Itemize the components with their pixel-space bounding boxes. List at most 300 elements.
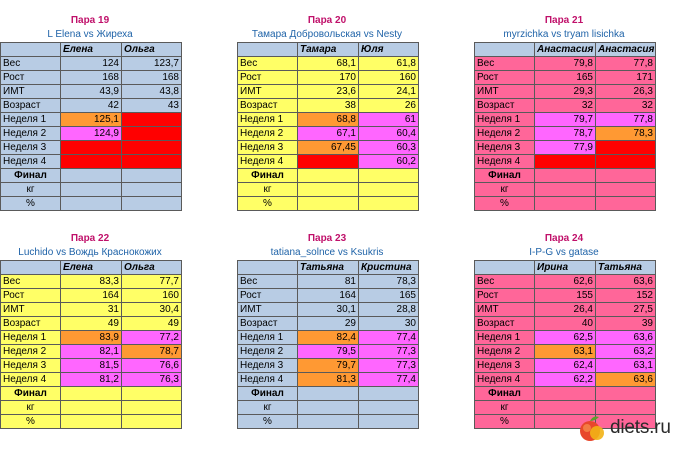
final-label: кг xyxy=(1,401,61,415)
value-cell xyxy=(61,141,122,155)
header-row xyxy=(1,261,182,275)
pair-table xyxy=(474,260,656,429)
value-cell: 77,9 xyxy=(535,141,596,155)
value-cell: 28,8 xyxy=(359,303,419,317)
row-label: Вес xyxy=(1,57,61,71)
row-label: Неделя 1 xyxy=(1,331,61,345)
final-label: Финал xyxy=(475,169,535,183)
row-label: Неделя 3 xyxy=(475,141,535,155)
pair-table xyxy=(237,260,419,429)
value-cell: 62,5 xyxy=(535,331,596,345)
participant-name: Тамара xyxy=(298,43,359,57)
table-row xyxy=(238,345,419,359)
final-value-cell xyxy=(122,387,182,401)
final-value-cell xyxy=(535,183,596,197)
header-blank-cell xyxy=(238,261,298,275)
value-cell: 63,6 xyxy=(596,331,656,345)
table-row xyxy=(238,155,419,169)
pair-table xyxy=(0,42,182,211)
final-label: % xyxy=(238,415,298,429)
final-value-cell xyxy=(535,401,596,415)
value-cell: 77,3 xyxy=(359,359,419,373)
value-cell xyxy=(122,141,182,155)
value-cell: 67,45 xyxy=(298,141,359,155)
watermark-text: diets.ru xyxy=(610,417,671,438)
header-blank-cell xyxy=(475,261,535,275)
value-cell: 49 xyxy=(122,317,182,331)
table-row xyxy=(1,289,182,303)
final-label: Финал xyxy=(475,387,535,401)
participant-name: Ольга xyxy=(122,261,182,275)
value-cell: 61 xyxy=(359,113,419,127)
value-cell: 30,1 xyxy=(298,303,359,317)
final-value-cell xyxy=(122,401,182,415)
row-label: Рост xyxy=(1,289,61,303)
header-blank-cell xyxy=(1,43,61,57)
row-label: Неделя 4 xyxy=(1,155,61,169)
final-row xyxy=(238,169,419,183)
final-value-cell xyxy=(596,387,656,401)
table-row xyxy=(1,85,182,99)
value-cell: 63,2 xyxy=(596,345,656,359)
final-value-cell xyxy=(359,169,419,183)
value-cell: 81,5 xyxy=(61,359,122,373)
row-label: ИМТ xyxy=(1,303,61,317)
row-label: ИМТ xyxy=(475,303,535,317)
participant-name: Татьяна xyxy=(596,261,656,275)
pair-participants: Luchido vs Вождь Краснокожих xyxy=(18,247,162,258)
pair-block xyxy=(237,14,417,211)
value-cell: 77,8 xyxy=(596,57,656,71)
row-label: Неделя 3 xyxy=(475,359,535,373)
table-row xyxy=(238,141,419,155)
value-cell: 170 xyxy=(298,71,359,85)
final-value-cell xyxy=(359,387,419,401)
value-cell: 165 xyxy=(535,71,596,85)
value-cell: 29,3 xyxy=(535,85,596,99)
value-cell: 26,4 xyxy=(535,303,596,317)
row-label: Вес xyxy=(238,275,298,289)
value-cell: 164 xyxy=(61,289,122,303)
table-row xyxy=(1,373,182,387)
table-row xyxy=(238,373,419,387)
value-cell: 77,4 xyxy=(359,373,419,387)
row-label: Неделя 2 xyxy=(1,127,61,141)
pair-block xyxy=(474,14,654,211)
final-row xyxy=(238,387,419,401)
final-row xyxy=(238,415,419,429)
header-row xyxy=(238,261,419,275)
value-cell: 30,4 xyxy=(122,303,182,317)
table-row xyxy=(475,85,656,99)
row-label: Неделя 1 xyxy=(238,331,298,345)
pair-title: Пара 19 xyxy=(70,15,110,26)
table-row xyxy=(238,317,419,331)
participant-name: Татьяна xyxy=(298,261,359,275)
table-row xyxy=(1,127,182,141)
row-label: Неделя 1 xyxy=(1,113,61,127)
value-cell: 77,4 xyxy=(359,331,419,345)
final-value-cell xyxy=(298,401,359,415)
table-row xyxy=(1,57,182,71)
value-cell: 38 xyxy=(298,99,359,113)
row-label: Рост xyxy=(238,289,298,303)
table-row xyxy=(475,57,656,71)
table-row xyxy=(1,275,182,289)
value-cell: 32 xyxy=(535,99,596,113)
row-label: Возраст xyxy=(238,317,298,331)
table-row xyxy=(1,141,182,155)
value-cell: 27,5 xyxy=(596,303,656,317)
table-row xyxy=(238,275,419,289)
final-value-cell xyxy=(61,401,122,415)
value-cell: 123,7 xyxy=(122,57,182,71)
final-value-cell xyxy=(298,183,359,197)
value-cell: 62,6 xyxy=(535,275,596,289)
final-value-cell xyxy=(61,387,122,401)
value-cell: 77,7 xyxy=(122,275,182,289)
pair-block xyxy=(237,232,417,429)
value-cell: 42 xyxy=(61,99,122,113)
value-cell: 79,8 xyxy=(535,57,596,71)
value-cell: 79,7 xyxy=(535,113,596,127)
final-row xyxy=(475,183,656,197)
final-row xyxy=(475,401,656,415)
table-row xyxy=(238,331,419,345)
value-cell: 168 xyxy=(122,71,182,85)
final-label: Финал xyxy=(238,169,298,183)
row-label: Неделя 2 xyxy=(475,127,535,141)
value-cell: 155 xyxy=(535,289,596,303)
value-cell: 68,1 xyxy=(298,57,359,71)
row-label: Возраст xyxy=(1,99,61,113)
row-label: Неделя 2 xyxy=(475,345,535,359)
participant-name: Ирина xyxy=(535,261,596,275)
value-cell xyxy=(535,155,596,169)
row-label: Рост xyxy=(475,71,535,85)
final-row xyxy=(238,197,419,211)
value-cell: 83,3 xyxy=(61,275,122,289)
row-label: Рост xyxy=(475,289,535,303)
final-value-cell xyxy=(596,197,656,211)
final-value-cell xyxy=(298,197,359,211)
final-row xyxy=(1,415,182,429)
table-row xyxy=(238,359,419,373)
value-cell: 43,8 xyxy=(122,85,182,99)
pair-title: Пара 23 xyxy=(307,233,347,244)
table-row xyxy=(475,303,656,317)
participant-name: Елена xyxy=(61,43,122,57)
final-label: % xyxy=(475,415,535,429)
pair-participants: L Elena vs Жиреха xyxy=(47,29,133,40)
final-value-cell xyxy=(122,183,182,197)
table-row xyxy=(475,289,656,303)
final-value-cell xyxy=(359,401,419,415)
value-cell: 152 xyxy=(596,289,656,303)
final-row xyxy=(1,197,182,211)
value-cell: 23,6 xyxy=(298,85,359,99)
value-cell: 164 xyxy=(298,289,359,303)
header-row xyxy=(475,261,656,275)
row-label: Неделя 4 xyxy=(1,373,61,387)
final-value-cell xyxy=(359,415,419,429)
value-cell: 63,6 xyxy=(596,373,656,387)
value-cell: 62,2 xyxy=(535,373,596,387)
final-label: % xyxy=(1,415,61,429)
row-label: Вес xyxy=(475,275,535,289)
table-row xyxy=(475,141,656,155)
value-cell xyxy=(596,155,656,169)
final-value-cell xyxy=(61,415,122,429)
header-blank-cell xyxy=(475,43,535,57)
value-cell: 160 xyxy=(359,71,419,85)
participant-name: Юля xyxy=(359,43,419,57)
value-cell xyxy=(122,155,182,169)
final-value-cell xyxy=(298,169,359,183)
final-value-cell xyxy=(61,183,122,197)
pair-title: Пара 21 xyxy=(544,15,584,26)
value-cell: 63,1 xyxy=(596,359,656,373)
value-cell: 83,9 xyxy=(61,331,122,345)
final-row xyxy=(475,169,656,183)
final-row xyxy=(475,387,656,401)
final-row xyxy=(475,197,656,211)
value-cell: 62,4 xyxy=(535,359,596,373)
pair-table xyxy=(474,42,656,211)
value-cell: 43,9 xyxy=(61,85,122,99)
value-cell: 40 xyxy=(535,317,596,331)
final-value-cell xyxy=(535,197,596,211)
table-row xyxy=(238,57,419,71)
table-row xyxy=(1,331,182,345)
value-cell: 26,3 xyxy=(596,85,656,99)
table-row xyxy=(1,113,182,127)
row-label: Возраст xyxy=(1,317,61,331)
value-cell: 68,8 xyxy=(298,113,359,127)
final-row xyxy=(1,401,182,415)
value-cell: 81 xyxy=(298,275,359,289)
value-cell: 79,7 xyxy=(298,359,359,373)
table-row xyxy=(475,113,656,127)
value-cell: 43 xyxy=(122,99,182,113)
row-label: Неделя 2 xyxy=(238,345,298,359)
row-label: Возраст xyxy=(475,99,535,113)
pair-participants: Тамара Добровольская vs Nesty xyxy=(251,29,403,40)
value-cell: 82,1 xyxy=(61,345,122,359)
table-row xyxy=(238,113,419,127)
value-cell: 67,1 xyxy=(298,127,359,141)
value-cell: 171 xyxy=(596,71,656,85)
row-label: Неделя 4 xyxy=(238,373,298,387)
participant-name: Ольга xyxy=(122,43,182,57)
value-cell: 76,6 xyxy=(122,359,182,373)
final-value-cell xyxy=(596,401,656,415)
value-cell: 79,5 xyxy=(298,345,359,359)
row-label: Возраст xyxy=(238,99,298,113)
final-label: кг xyxy=(475,183,535,197)
header-blank-cell xyxy=(238,43,298,57)
table-row xyxy=(475,317,656,331)
value-cell: 77,3 xyxy=(359,345,419,359)
row-label: Неделя 4 xyxy=(238,155,298,169)
row-label: Неделя 3 xyxy=(1,359,61,373)
table-row xyxy=(238,99,419,113)
table-row xyxy=(475,99,656,113)
pair-table xyxy=(0,260,182,429)
table-row xyxy=(1,317,182,331)
value-cell: 49 xyxy=(61,317,122,331)
final-value-cell xyxy=(596,183,656,197)
value-cell: 125,1 xyxy=(61,113,122,127)
final-label: кг xyxy=(475,401,535,415)
value-cell: 160 xyxy=(122,289,182,303)
final-row xyxy=(1,183,182,197)
header-row xyxy=(238,43,419,57)
row-label: ИМТ xyxy=(238,85,298,99)
value-cell: 60,4 xyxy=(359,127,419,141)
table-row xyxy=(475,345,656,359)
pair-block xyxy=(474,232,654,429)
row-label: Рост xyxy=(1,71,61,85)
value-cell: 63,6 xyxy=(596,275,656,289)
final-value-cell xyxy=(535,387,596,401)
row-label: Неделя 4 xyxy=(475,155,535,169)
row-label: Рост xyxy=(238,71,298,85)
final-label: % xyxy=(1,197,61,211)
value-cell: 82,4 xyxy=(298,331,359,345)
final-label: % xyxy=(475,197,535,211)
table-row xyxy=(238,71,419,85)
final-value-cell xyxy=(359,197,419,211)
final-label: Финал xyxy=(1,169,61,183)
header-row xyxy=(1,43,182,57)
value-cell: 39 xyxy=(596,317,656,331)
value-cell: 124 xyxy=(61,57,122,71)
table-row xyxy=(1,359,182,373)
row-label: Вес xyxy=(1,275,61,289)
pair-participants: I-P-G vs gatase xyxy=(529,247,599,258)
value-cell: 63,1 xyxy=(535,345,596,359)
value-cell: 76,3 xyxy=(122,373,182,387)
table-row xyxy=(238,85,419,99)
row-label: Неделя 2 xyxy=(1,345,61,359)
row-label: Неделя 1 xyxy=(475,113,535,127)
pair-block xyxy=(0,14,180,211)
pair-participants: myrzichka vs tryam lisichka xyxy=(503,29,625,40)
final-label: кг xyxy=(1,183,61,197)
value-cell: 124,9 xyxy=(61,127,122,141)
row-label: Неделя 2 xyxy=(238,127,298,141)
value-cell: 29 xyxy=(298,317,359,331)
table-row xyxy=(475,373,656,387)
row-label: Вес xyxy=(475,57,535,71)
final-row xyxy=(238,401,419,415)
final-value-cell xyxy=(122,169,182,183)
value-cell: 168 xyxy=(61,71,122,85)
participant-name: Елена xyxy=(61,261,122,275)
value-cell xyxy=(122,113,182,127)
table-row xyxy=(475,127,656,141)
final-value-cell xyxy=(61,169,122,183)
table-row xyxy=(475,359,656,373)
final-label: кг xyxy=(238,183,298,197)
row-label: Неделя 3 xyxy=(238,141,298,155)
table-row xyxy=(1,345,182,359)
value-cell xyxy=(298,155,359,169)
final-value-cell xyxy=(122,197,182,211)
row-label: Вес xyxy=(238,57,298,71)
table-row xyxy=(238,289,419,303)
final-value-cell xyxy=(596,169,656,183)
value-cell: 60,2 xyxy=(359,155,419,169)
final-row xyxy=(1,387,182,401)
pair-title: Пара 22 xyxy=(70,233,110,244)
table-row xyxy=(475,275,656,289)
value-cell: 81,2 xyxy=(61,373,122,387)
final-value-cell xyxy=(298,387,359,401)
table-row xyxy=(1,71,182,85)
value-cell: 78,3 xyxy=(359,275,419,289)
value-cell: 78,3 xyxy=(596,127,656,141)
value-cell xyxy=(122,127,182,141)
table-row xyxy=(238,127,419,141)
diets-watermark xyxy=(576,414,696,444)
final-value-cell xyxy=(535,169,596,183)
row-label: ИМТ xyxy=(1,85,61,99)
value-cell xyxy=(61,155,122,169)
row-label: Неделя 4 xyxy=(475,373,535,387)
row-label: Неделя 1 xyxy=(475,331,535,345)
value-cell xyxy=(596,141,656,155)
header-row xyxy=(475,43,656,57)
value-cell: 81,3 xyxy=(298,373,359,387)
value-cell: 24,1 xyxy=(359,85,419,99)
final-label: кг xyxy=(238,401,298,415)
value-cell: 77,2 xyxy=(122,331,182,345)
value-cell: 78,7 xyxy=(535,127,596,141)
value-cell: 32 xyxy=(596,99,656,113)
pair-title: Пара 24 xyxy=(544,233,584,244)
final-label: Финал xyxy=(238,387,298,401)
participant-name: Анастасия xyxy=(535,43,596,57)
value-cell: 165 xyxy=(359,289,419,303)
row-label: ИМТ xyxy=(238,303,298,317)
table-row xyxy=(1,303,182,317)
value-cell: 61,8 xyxy=(359,57,419,71)
final-value-cell xyxy=(61,197,122,211)
table-row xyxy=(475,331,656,345)
value-cell: 26 xyxy=(359,99,419,113)
row-label: Неделя 1 xyxy=(238,113,298,127)
row-label: Неделя 3 xyxy=(1,141,61,155)
value-cell: 60,3 xyxy=(359,141,419,155)
pair-participants: tatiana_solnce vs Ksukris xyxy=(270,247,384,258)
row-label: ИМТ xyxy=(475,85,535,99)
apple-logo-icon xyxy=(576,414,608,444)
participant-name: Анастасия xyxy=(596,43,656,57)
table-row xyxy=(1,155,182,169)
value-cell: 78,7 xyxy=(122,345,182,359)
value-cell: 31 xyxy=(61,303,122,317)
final-value-cell xyxy=(359,183,419,197)
final-row xyxy=(238,183,419,197)
final-label: % xyxy=(238,197,298,211)
table-row xyxy=(238,303,419,317)
table-row xyxy=(475,155,656,169)
table-row xyxy=(1,99,182,113)
row-label: Неделя 3 xyxy=(238,359,298,373)
pair-table xyxy=(237,42,419,211)
